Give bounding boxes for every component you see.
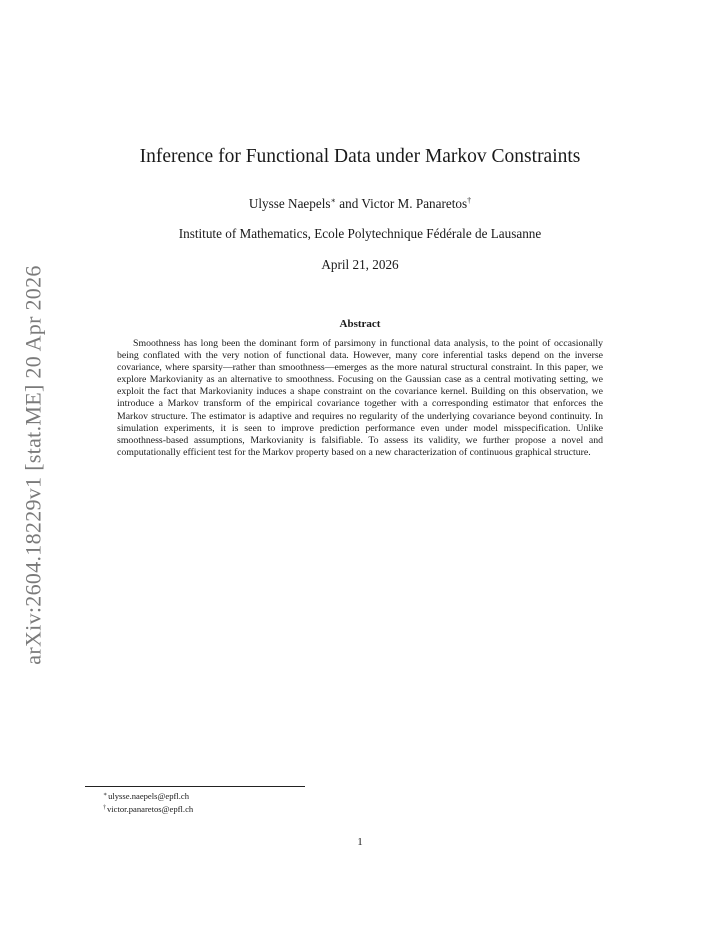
- paper-title: Inference for Functional Data under Markov Constraints: [139, 146, 581, 167]
- publication-date: April 21, 2026: [321, 257, 399, 272]
- footnote-email: victor.panaretos@epfl.ch: [107, 803, 194, 814]
- footnote-divider: [85, 786, 305, 787]
- author-2-footnote-mark: †: [467, 196, 472, 205]
- footnote-mark: ∗: [103, 792, 108, 798]
- footnote-item: [103, 803, 193, 816]
- arxiv-identifier-text: arXiv:2604.18229v1 [stat.ME] 20 Apr 2026: [21, 265, 46, 665]
- abstract-heading: Abstract: [339, 318, 381, 330]
- footnote-mark: †: [103, 804, 106, 811]
- author-1-name: Ulysse Naepels: [248, 196, 331, 211]
- footnote-email: ulysse.naepels@epfl.ch: [108, 791, 190, 801]
- footnote-item: [103, 790, 193, 803]
- affiliation: Institute of Mathematics, Ecole Polytechnique Fédérale de Lausanne: [178, 226, 542, 241]
- author-line: [0, 196, 720, 212]
- author-2-name: Victor M. Panaretos: [361, 196, 468, 211]
- arxiv-identifier-stamp: [20, 250, 48, 680]
- page-number: 1: [357, 836, 363, 848]
- footnotes: [103, 790, 193, 815]
- abstract-body: Smoothness has long been the dominant form of parsimony in functional data analysis, to the point of occasionally being conflated with the very notion of functional data. However, many core inferential tasks depend on the inverse covariance, where sparsity—rather than smoothness—emerges as the more natural structural constraint. In this paper, we explore Markovianity as an alternative to smoothness. Focusing on the Gaussian case as a central motivating setting, we exploit the fact that Markovianity induces a shape constraint on the covariance kernel. Building on this observation, we introduce a Markov transform of the empirical covariance together with a corresponding estimator that enforces the Markov structure. The estimator is adaptive and requires no regularity of the underlying covariance beyond continuity. In simulation experiments, it is seen to improve prediction performance even under model misspecification. Unlike smoothness-based assumptions, Markovianity is falsifiable. To assess its validity, we further propose a novel and computationally efficient test for the Markov property based on a new characterization of continuous graphical structure.: [117, 338, 603, 458]
- author-conjunction: and: [335, 196, 362, 211]
- author-1-footnote-mark: ∗: [330, 196, 336, 205]
